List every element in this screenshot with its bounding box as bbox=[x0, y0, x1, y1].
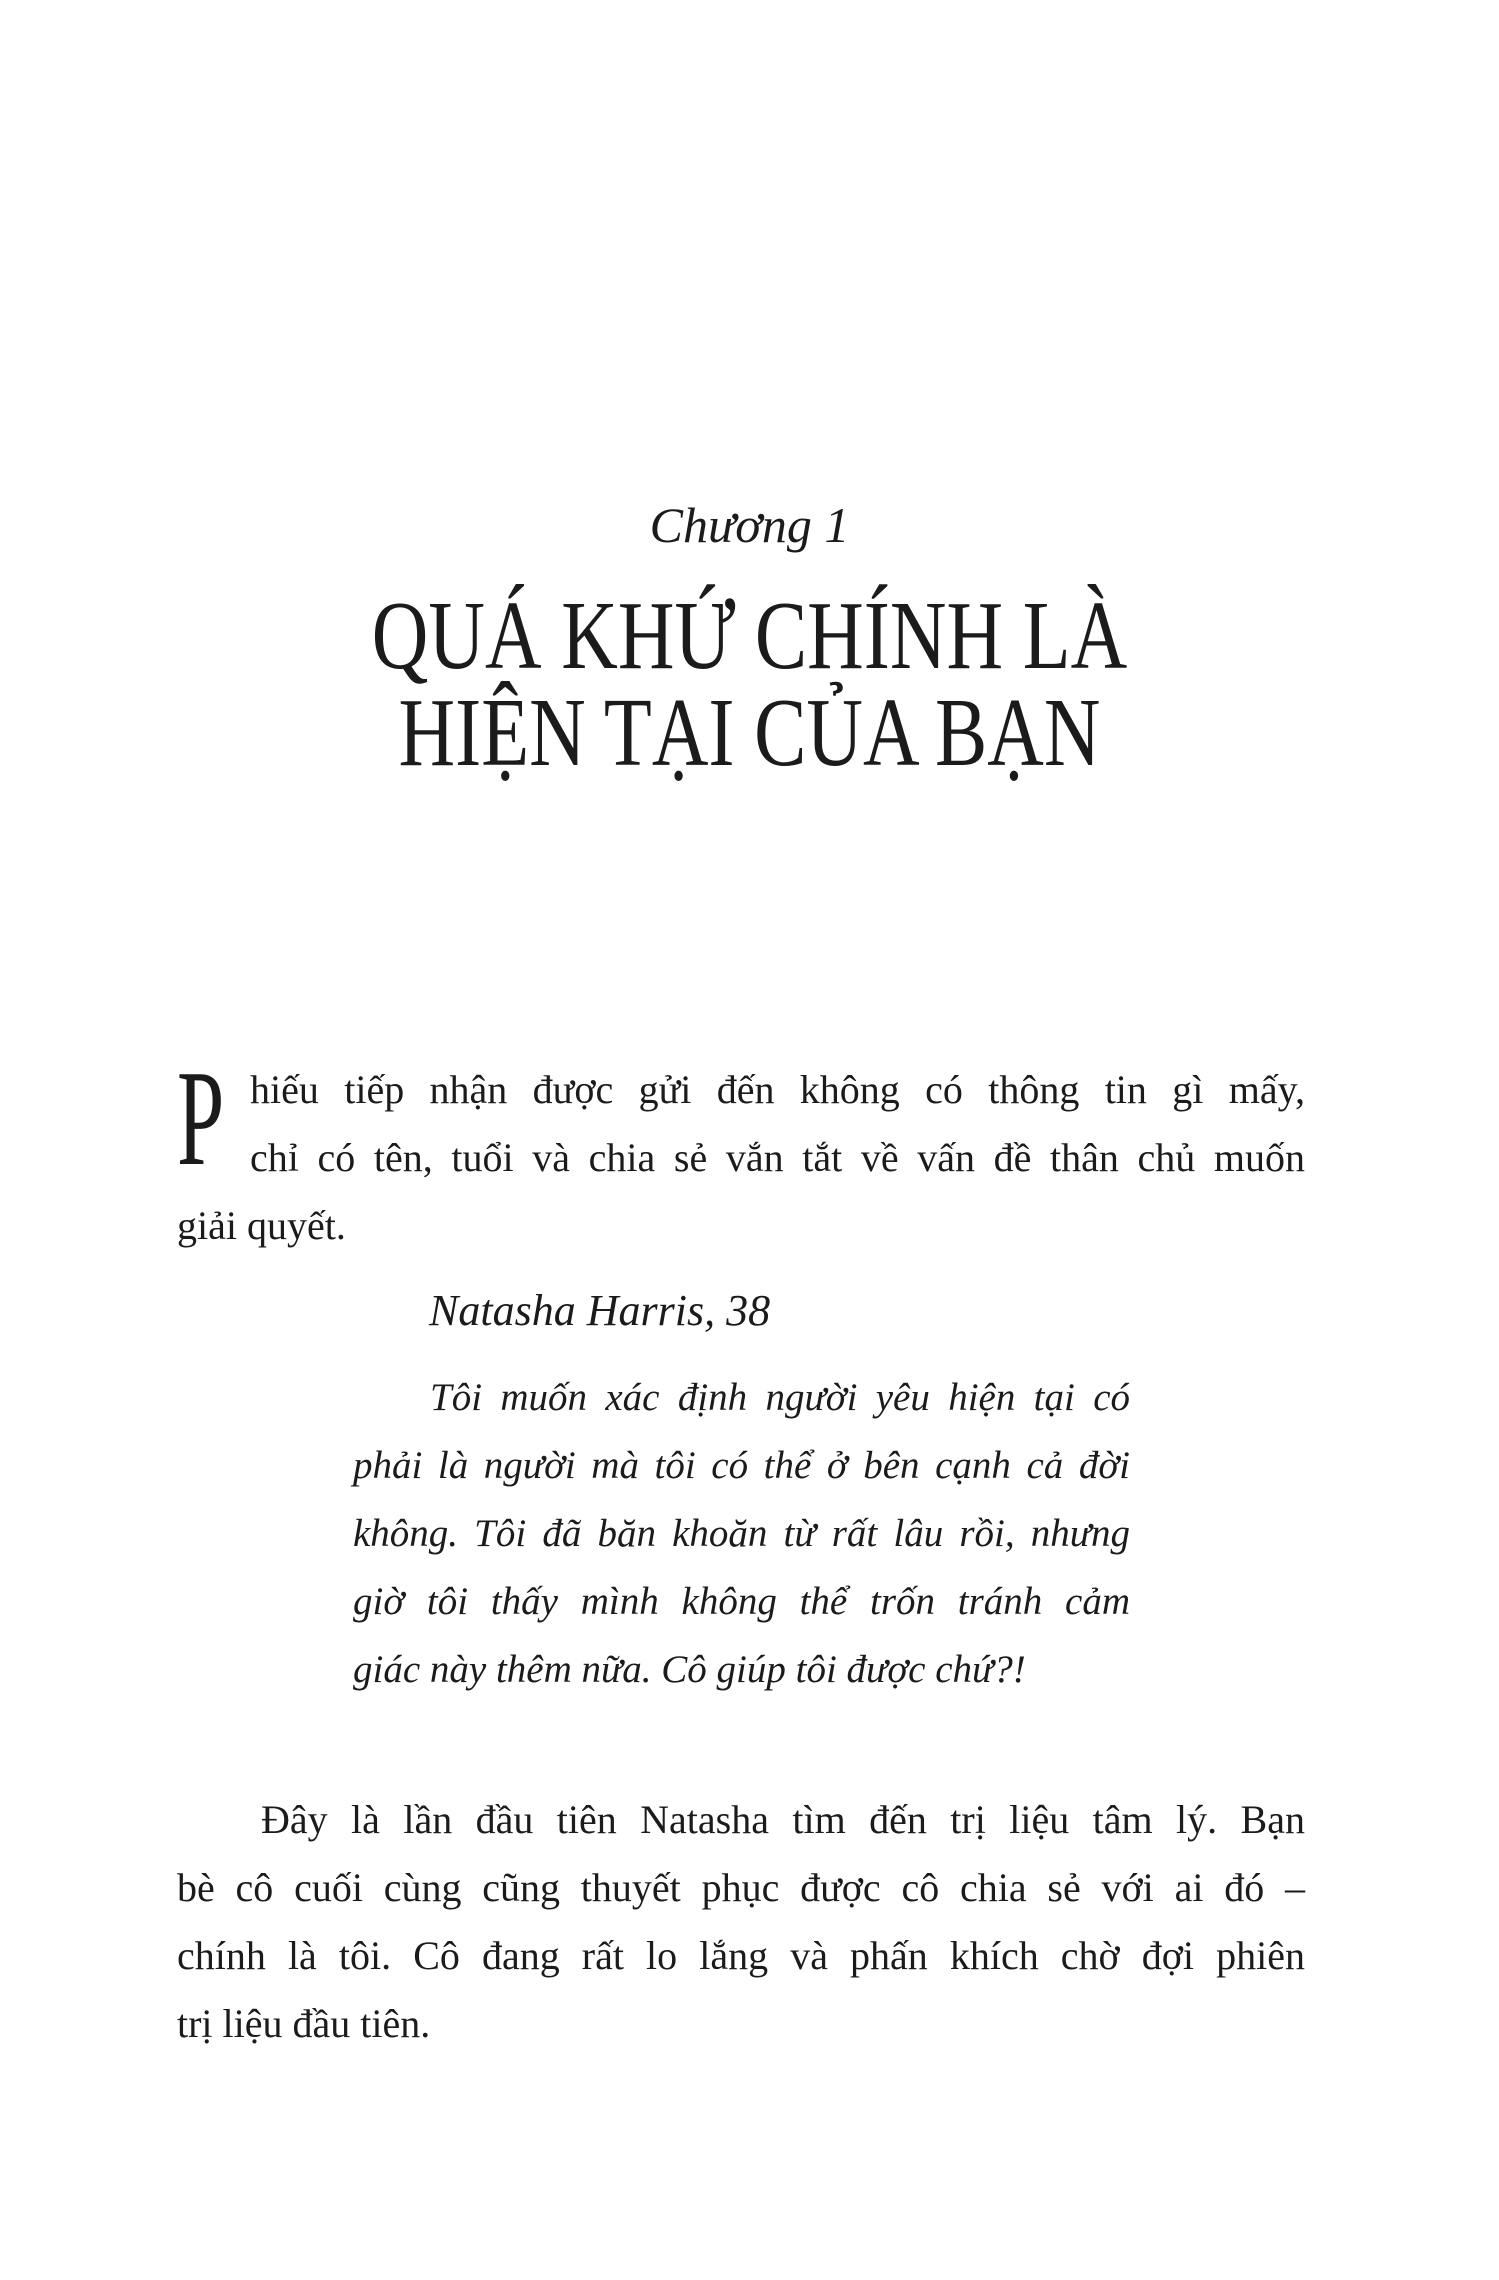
text-line: giờ tôi thấy mình không thể trốn tránh cảm bbox=[353, 1580, 1130, 1623]
chapter-title-line-2: HIỆN TẠI CỦA BẠN bbox=[398, 679, 1101, 787]
text-line: không. Tôi đã băn khoăn từ rất lâu rồi, nhưng bbox=[353, 1512, 1130, 1555]
closing-paragraph bbox=[177, 1786, 1305, 2058]
text-line: hiếu tiếp nhận được gửi đến không có thông tin gì mấy, bbox=[250, 1067, 1305, 1112]
text-line: giác này thêm nữa. Cô giúp tôi được chứ?! bbox=[353, 1648, 1026, 1691]
text-line: phải là người mà tôi có thể ở bên cạnh cả đời bbox=[353, 1444, 1130, 1487]
intake-quote bbox=[353, 1364, 1130, 1704]
text-line: bè cô cuối cùng cũng thuyết phục được cô chia sẻ với ai đó – bbox=[177, 1865, 1305, 1910]
text-line: Tôi muốn xác định người yêu hiện tại có bbox=[430, 1376, 1130, 1419]
text-line: trị liệu đầu tiên. bbox=[177, 2001, 431, 2046]
chapter-title bbox=[0, 582, 1499, 787]
text-line: Đây là lần đầu tiên Natasha tìm đến trị liệu tâm lý. Bạn bbox=[261, 1797, 1305, 1842]
chapter-label: Chương 1 bbox=[649, 497, 850, 553]
drop-cap-letter: P bbox=[177, 1042, 225, 1194]
intake-client-name: Natasha Harris, 38 bbox=[429, 1286, 771, 1335]
intro-paragraph bbox=[177, 1042, 1305, 1260]
text-line: chính là tôi. Cô đang rất lo lắng và phấn khích chờ đợi phiên bbox=[177, 1933, 1305, 1978]
chapter-title-line-1: QUÁ KHỨ CHÍNH LÀ bbox=[371, 582, 1128, 690]
text-line: giải quyết. bbox=[177, 1203, 346, 1248]
text-line: chỉ có tên, tuổi và chia sẻ vắn tắt về vấn đề thân chủ muốn bbox=[250, 1135, 1305, 1180]
